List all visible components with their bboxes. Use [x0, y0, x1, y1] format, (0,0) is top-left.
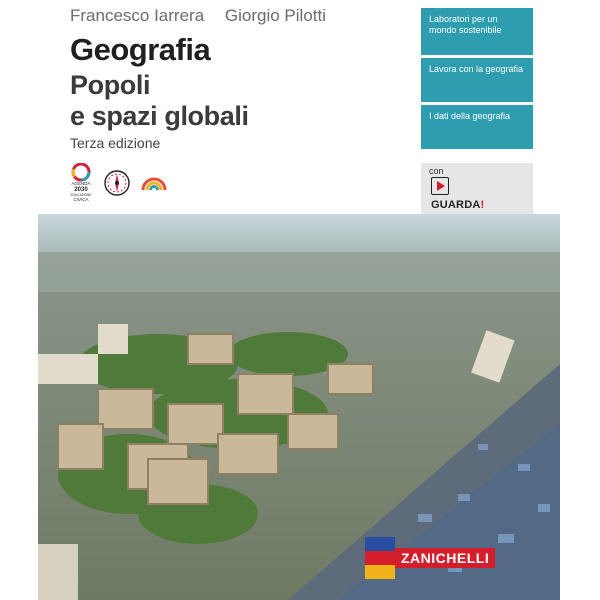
compass-icon — [103, 169, 131, 197]
aerial-city-photo — [38, 214, 560, 600]
author-1: Francesco Iarrera — [70, 6, 205, 25]
publisher-name: ZANICHELLI — [395, 548, 495, 568]
guarda-box — [421, 163, 533, 215]
edition: Terza edizione — [70, 135, 161, 151]
rainbow-icon — [140, 173, 168, 193]
book-subtitle — [70, 70, 249, 132]
sidebar — [421, 8, 533, 152]
authors — [70, 6, 342, 26]
play-video-icon — [431, 177, 449, 195]
sidebar-box-dati: I dati della geografia — [421, 105, 533, 149]
logos-row — [68, 163, 168, 203]
author-2: Giorgio Pilotti — [224, 6, 327, 25]
subtitle-line-1: Popoli — [70, 70, 151, 100]
sidebar-box-lavora: Lavora con la geografia — [421, 58, 533, 102]
agenda-line-2: 2030 — [74, 187, 88, 193]
subtitle-line-2: e spazi globali — [70, 101, 249, 131]
agenda-line-1: AGENDA — [71, 181, 91, 186]
sidebar-box-laboratori: Laboratori per un mondo sostenibile — [421, 8, 533, 55]
guarda-label: GUARDA! — [431, 199, 485, 211]
agenda-line-4: CIVICA — [73, 197, 89, 202]
agenda-2030-icon — [68, 163, 94, 203]
zanichelli-logo-icon — [365, 537, 395, 579]
book-title: Geografia — [70, 32, 211, 67]
guarda-con: con — [429, 166, 444, 176]
agenda-line-3: EDUCAZIONE — [70, 193, 92, 197]
